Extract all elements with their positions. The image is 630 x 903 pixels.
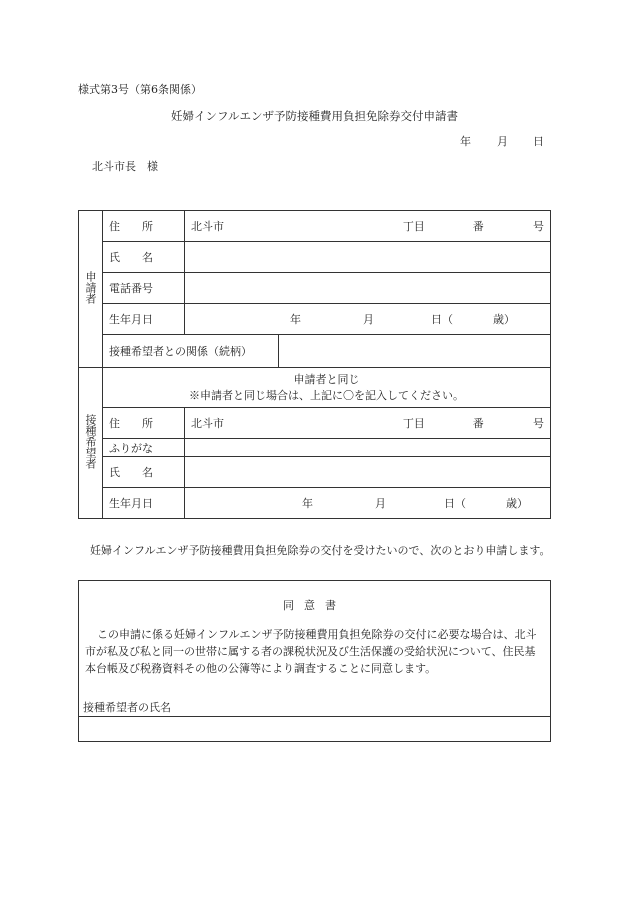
consent-body: この申請に係る妊婦インフルエンザ予防接種費用負担免除券の交付に必要な場合は、北斗市が私及び私と同一の世帯に属する者の課税状況及び生活保護の受給状況について、住民基本台帳及び税務資料その他の公簿等により調査することに同意します。: [85, 628, 537, 675]
same-as-applicant-note: ※申請者と同じ場合は、上記に〇を記入してください。: [189, 388, 464, 402]
recipient-name-row: [79, 457, 551, 488]
applicant-dob-month: 月: [363, 313, 374, 326]
recipient-dob-field[interactable]: [185, 488, 551, 519]
recipient-furigana-label: ふりがな: [103, 439, 185, 457]
document-title: 妊婦インフルエンザ予防接種費用負担免除券交付申請書: [171, 109, 459, 123]
applicant-name-field[interactable]: [185, 242, 551, 273]
recipient-section-label: 接種希望者: [84, 414, 97, 469]
applicant-relation-label: 接種希望者との関係（続柄）: [103, 335, 279, 368]
consent-divider: [79, 716, 550, 717]
recipient-same-field[interactable]: [103, 368, 551, 408]
recipient-dob-month: 月: [375, 497, 386, 510]
recipient-same-row: [79, 368, 551, 408]
signature-field[interactable]: [83, 699, 418, 717]
request-statement: 妊婦インフルエンザ予防接種費用負担免除券の交付を受けたいので、次のとおり申請します。: [90, 544, 551, 557]
recipient-address-row: [79, 408, 551, 439]
recipient-dob-row: [79, 488, 551, 519]
consent-box: [78, 580, 551, 742]
applicant-phone-field[interactable]: [185, 273, 551, 304]
recipient-dob-day: 日（: [444, 497, 466, 510]
recipient-go-label: 号: [533, 417, 544, 430]
applicant-section-label: 申請者: [84, 271, 97, 304]
applicant-name-label: 氏 名: [103, 242, 185, 273]
applicant-dob-year: 年: [290, 313, 301, 326]
applicant-relation-row: [79, 335, 551, 368]
applicant-go-label: 号: [533, 220, 544, 233]
applicant-chome-label: 丁目: [402, 220, 425, 233]
addressee: 北斗市長 様: [92, 160, 158, 173]
recipient-name-label: 氏 名: [103, 457, 185, 488]
application-table: [78, 210, 551, 519]
applicant-dob-label: 生年月日: [103, 304, 185, 335]
applicant-section-label-cell: [79, 211, 103, 368]
applicant-dob-day: 日（: [431, 313, 453, 326]
recipient-address-field[interactable]: [185, 408, 551, 439]
date-month-label: 月: [497, 135, 508, 148]
applicant-address-label: 住 所: [103, 211, 185, 242]
applicant-name-row: [79, 242, 551, 273]
applicant-dob-field[interactable]: [185, 304, 551, 335]
recipient-dob-label: 生年月日: [103, 488, 185, 519]
form-number: 様式第3号（第6条関係）: [78, 83, 202, 96]
recipient-furigana-row: [79, 439, 551, 457]
date-year-label: 年: [460, 135, 471, 148]
applicant-phone-label: 電話番号: [103, 273, 185, 304]
applicant-ban-label: 番: [472, 220, 484, 233]
recipient-ban-label: 番: [472, 417, 484, 430]
recipient-address-label: 住 所: [103, 408, 185, 439]
recipient-address-city: 北斗市: [191, 417, 224, 430]
recipient-chome-label: 丁目: [402, 417, 425, 430]
applicant-phone-row: [79, 273, 551, 304]
applicant-address-city: 北斗市: [191, 220, 224, 233]
applicant-dob-age: 歳）: [493, 313, 515, 326]
signature-label: 接種希望者の氏名: [83, 701, 171, 714]
applicant-relation-field[interactable]: [279, 335, 551, 368]
date-day-label: 日: [533, 135, 544, 148]
recipient-dob-year: 年: [302, 497, 313, 510]
recipient-furigana-field[interactable]: [185, 439, 551, 457]
recipient-section-label-cell: [79, 368, 103, 519]
consent-title: 同意書: [283, 599, 346, 612]
applicant-address-field[interactable]: [185, 211, 551, 242]
applicant-address-row: [79, 211, 551, 242]
recipient-name-field[interactable]: [185, 457, 551, 488]
same-as-applicant-label: 申請者と同じ: [293, 372, 360, 386]
applicant-dob-row: [79, 304, 551, 335]
recipient-dob-age: 歳）: [506, 497, 528, 510]
